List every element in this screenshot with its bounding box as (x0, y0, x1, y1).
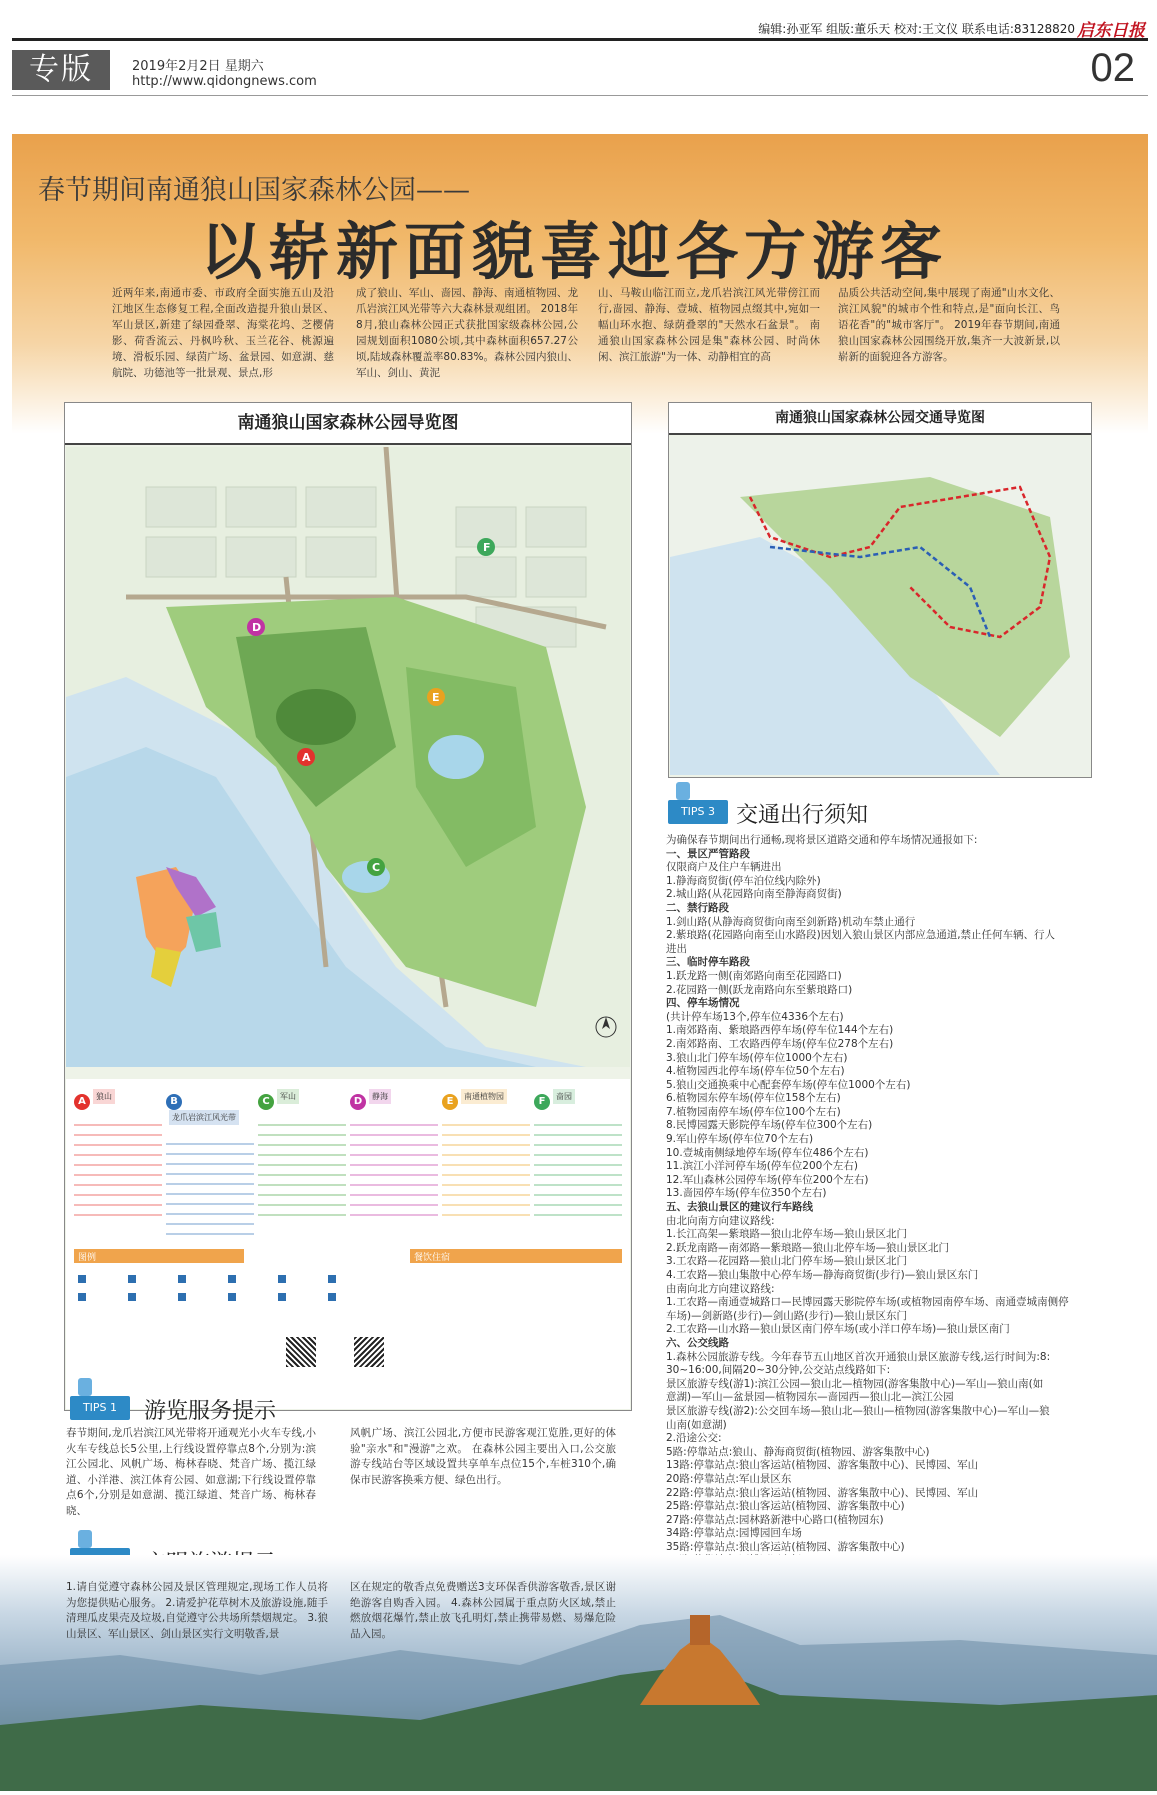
traffic-map-svg (670, 437, 1090, 775)
zone-legend-item (350, 1089, 438, 1216)
tips3-line: 1.工农路—南通壹城路口—民博园露天影院停车场(或植物园南停车场、南通壹城南侧停 (666, 1296, 1069, 1309)
tips3-line: 10.壹城南侧绿地停车场(停车位486个左右) (666, 1146, 869, 1159)
tips3-heading: 五、去狼山景区的建议行车路线 (666, 1201, 813, 1214)
issue-date: 2019年2月2日 星期六 (132, 59, 264, 74)
tips2-column-2: 区在规定的敬香点免费赠送3支环保香供游客敬香,景区谢绝游客自购香入园。 4.森林公园属于重点防火区域,禁止燃放烟花爆竹,禁止放飞孔明灯,禁止携带易燃、易爆危险品入园。 (350, 1581, 616, 1640)
tips1-title: 游览服务提示 (144, 1399, 277, 1424)
dining-title: 餐饮住宿 (414, 1253, 451, 1263)
tips3-line: 13.啬园停车场(停车位350个左右) (666, 1187, 827, 1200)
intro-column-3: 山、马鞍山临江而立,龙爪岩滨江风光带傍江而行,啬园、静海、壹城、植物园点缀其中,宛如一幅山环水抱、绿荫叠翠的"天然水石盆景"。 南通狼山国家森林公园是集"森林公园、时尚休闲、滨江旅游"为一体、动静相宜的高 (598, 287, 820, 363)
tips3-line: 2.南郊路南、工农路西停车场(停车位278个左右) (666, 1037, 894, 1050)
tips3-line: 1.剑山路(从静海商贸街向南至剑新路)机动车禁止通行 (666, 915, 916, 928)
tips3-line: 景区旅游专线(游2):公交回车场—狼山北—狼山—植物园(游客集散中心)—军山—狼 (666, 1404, 1050, 1417)
tips3-line: 3.工农路—花园路—狼山北门停车场—狼山景区北门 (666, 1255, 908, 1268)
tips3-line: 为确保春节期间出行通畅,现将景区道路交通和停车场情况通报如下: (666, 834, 978, 846)
zone-legend-item (534, 1089, 622, 1216)
article-headline: 以崭新面貌喜迎各方游客 (200, 215, 949, 288)
header-divider (12, 95, 1148, 96)
tips3-line: 22路:停靠站点:狼山客运站(植物园、游客集散中心)、民博园、军山 (666, 1486, 979, 1499)
tips3-line: 30~16:00,间隔20~30分钟,公交站点线路如下: (666, 1364, 891, 1377)
tips3-line: 2.花园路一侧(跃龙南路向东至紫琅路口) (666, 983, 853, 996)
zone-letter-badge: B (166, 1094, 182, 1110)
main-map-title: 南通狼山国家森林公园导览图 (65, 403, 631, 445)
pushpin-icon (676, 782, 690, 800)
tips3-heading: 一、景区严管路段 (666, 847, 750, 860)
tips3-line: 进出 (666, 942, 687, 955)
tips3-line: 27路:停靠站点:园林路新港中心路口(植物园东) (666, 1513, 884, 1526)
tips3-line: 7.植物园南停车场(停车位100个左右) (666, 1105, 841, 1118)
newspaper-logo: 启东日报 (1077, 21, 1145, 41)
tips2-column-1: 1.请自觉遵守森林公园及景区管理规定,现场工作人员将为您提供贴心服务。 2.请爱护花草树木及旅游设施,随手清理瓜皮果壳及垃圾,自觉遵守公共场所禁烟规定。 3.狼山景区、军山景区、剑山景区实行文明敬香,景 (66, 1581, 328, 1640)
section-badge: 专版 (12, 50, 110, 90)
svg-text:D: D (252, 621, 262, 634)
tips3-line: 1.森林公园旅游专线。今年春节五山地区首次开通狼山景区旅游专线,运行时间为:8: (666, 1350, 1051, 1363)
pushpin-icon (78, 1530, 92, 1548)
park-map-illustration (66, 447, 630, 1067)
tips3-badge: TIPS 3 (668, 800, 728, 824)
tips3-heading: 四、停车场情况 (666, 997, 740, 1010)
editor-credits: 编辑:孙亚军 组版:董乐天 校对:王文仪 联系电话:83128820 (758, 22, 1075, 36)
tips3-body (666, 834, 1098, 1622)
map-legend-panel (66, 1079, 630, 1409)
zone-name: 啬园 (553, 1089, 575, 1104)
zone-spots-placeholder (350, 1116, 438, 1216)
tips3-line: 车场)—剑新路(步行)—剑山路(步行)—狼山景区东门 (666, 1309, 907, 1322)
zone-spots-placeholder (534, 1116, 622, 1216)
tips3-line: 20路:停靠站点:军山景区东 (666, 1472, 792, 1485)
tips3-line: 仅限商户及住户车辆进出 (666, 861, 782, 874)
traffic-map-title: 南通狼山国家森林公园交通导览图 (669, 403, 1091, 435)
zone-name: 狼山 (93, 1089, 115, 1104)
tips3-line: 1.静海商贸街(停车泊位线内除外) (666, 874, 821, 887)
tips3-line: 1.长江高架—紫琅路—狼山北停车场—狼山景区北门 (666, 1228, 908, 1241)
tips3-line: 1.南郊路南、紫琅路西停车场(停车位144个左右) (666, 1024, 894, 1037)
main-guide-map (64, 402, 632, 1411)
tips3-line: 3.狼山北门停车场(停车位1000个左右) (666, 1051, 848, 1064)
tips3-line: 山南(如意湖) (666, 1418, 727, 1431)
svg-text:A: A (302, 751, 311, 764)
tips3-line: 9.军山停车场(停车位70个左右) (666, 1133, 814, 1146)
zone-letter-badge: C (258, 1094, 274, 1110)
zone-spots-placeholder (74, 1116, 162, 1216)
intro-column-1: 近两年来,南通市委、市政府全面实施五山及沿江地区生态修复工程,全面改造提升狼山景区、军山景区,新建了绿园叠翠、海棠花坞、芝樱倩影、荷香流云、丹枫吟秋、玉兰花谷、桃源遍境、滑板乐园、绿茵广场、盆景园、如意湖、慈航院、功德池等一批景观、景点,形 (112, 287, 334, 379)
tips3-line: 34路:停靠站点:园博园回车场 (666, 1527, 802, 1540)
tips3-heading: 三、临时停车路段 (666, 956, 750, 969)
qr-code-2[interactable] (354, 1337, 384, 1367)
zone-spots-placeholder (442, 1116, 530, 1216)
tips1-column-2: 风帆广场、滨江公园北,方便市民游客观江览胜,更好的体验"亲水"和"漫游"之欢。 在森林公园主要出入口,公交旅游专线站台等区域设置共享单车点位15个,车桩310个,确保市民游客换乘方便、绿色出行。 (350, 1427, 616, 1486)
tips1-badge: TIPS 1 (70, 1396, 130, 1420)
tips3-line: 由南向北方向建议路线: (666, 1282, 775, 1295)
zone-spots-placeholder (258, 1116, 346, 1216)
zone-letter-badge: A (74, 1094, 90, 1110)
tips3-line: (共计停车场13个,停车位4336个左右) (666, 1010, 844, 1023)
website-url[interactable]: http://www.qidongnews.com (132, 74, 317, 89)
tips1-column-1: 春节期间,龙爪岩滨江风光带将开通观光小火车专线,小火车专线总长5公里,上行线设置停靠点8个,分别为:滨江公园北、风帆广场、梅林春晓、梵音广场、揽江绿道、小洋港、滨江体育公园、如意湖;下行线设置停靠点6个,分别是如意湖、揽江绿道、梵音广场、梅林春晓、 (66, 1427, 316, 1517)
page-number: 02 (1090, 46, 1135, 90)
tips3-line: 2.工农路—山水路—狼山景区南门停车场(或小洋口停车场)—狼山景区南门 (666, 1323, 1010, 1336)
intro-column-4: 品质公共活动空间,集中展现了南通"山水文化、滨江风貌"的城市个性和特点,是"面向长江、鸟语花香"的"城市客厅"。 2019年春节期间,南通狼山国家森林公园围绕开放,集齐一大波新景,以崭新的面貌迎各方游客。 (838, 287, 1060, 363)
tips3-line: 5路:停靠站点:狼山、静海商贸街(植物园、游客集散中心) (666, 1445, 930, 1458)
legend-icons (74, 1269, 394, 1309)
traffic-guide-map (668, 402, 1092, 778)
zone-legend-item (74, 1089, 162, 1216)
tips3-heading: 六、公交线路 (666, 1336, 729, 1349)
svg-text:E: E (432, 691, 440, 704)
zone-letter-badge: E (442, 1094, 458, 1110)
tips3-line: 25路:停靠站点:狼山客运站(植物园、游客集散中心) (666, 1500, 905, 1513)
tips3-line: 4.工农路—狼山集散中心停车场—静海商贸街(步行)—狼山景区东门 (666, 1269, 979, 1281)
pushpin-icon (78, 1378, 92, 1396)
intro-column-2: 成了狼山、军山、啬园、静海、南通植物园、龙爪岩滨江风光带等六大森林景观组团。 2018年8月,狼山森林公园正式获批国家级森林公园,公园规划面积1080公顷,其中森林面积657.27公顷,陆域森林覆盖率80.83%。森林公园内狼山、军山、剑山、黄泥 (356, 287, 578, 379)
tips3-heading: 二、禁行路段 (666, 901, 729, 914)
tips3-line: 2.城山路(从花园路向南至静海商贸街) (666, 888, 842, 901)
zone-name: 静海 (369, 1089, 391, 1104)
legend-icons-svg (74, 1269, 394, 1309)
svg-text:C: C (372, 861, 381, 874)
tips3-line: 5.狼山交通换乘中心配套停车场(停车位1000个左右) (666, 1078, 911, 1091)
park-map-svg (66, 447, 630, 1067)
zone-spots-placeholder (166, 1135, 254, 1235)
qr-code-1[interactable] (286, 1337, 316, 1367)
zone-name: 军山 (277, 1089, 299, 1104)
legend-title: 图例 (78, 1253, 97, 1263)
tips3-line: 13路:停靠站点:狼山客运站(植物园、游客集散中心)、民博园、军山 (666, 1459, 979, 1472)
tips3-line: 8.民博园露天影院停车场(停车位300个左右) (666, 1119, 873, 1132)
article-subtitle: 春节期间南通狼山国家森林公园—— (38, 175, 470, 206)
zone-legend (74, 1089, 622, 1239)
tips3-line: 6.植物园东停车场(停车位158个左右) (666, 1092, 841, 1105)
zone-legend-item (258, 1089, 346, 1216)
zone-letter-badge: F (534, 1094, 550, 1110)
legend-header-bar (74, 1249, 244, 1263)
zone-name: 龙爪岩滨江风光带 (169, 1110, 239, 1125)
tips3-line: 11.滨江小洋河停车场(停车位200个左右) (666, 1160, 858, 1173)
svg-text:F: F (483, 541, 491, 554)
tips3-line: 景区旅游专线(游1):滨江公园—狼山北—植物园(游客集散中心)—军山—狼山南(如 (666, 1377, 1044, 1390)
zone-legend-item (442, 1089, 530, 1216)
tips3-line: 4.植物园西北停车场(停车位50个左右) (666, 1065, 845, 1078)
tips3-line: 2.紫琅路(花园路向南至山水路段)因划入狼山景区内部应急通道,禁止任何车辆、行人 (666, 929, 1056, 942)
tips3-line: 12.军山森林公园停车场(停车位200个左右) (666, 1173, 869, 1186)
tips3-line: 35路:停靠站点:狼山客运站(植物园、游客集散中心) (666, 1540, 905, 1553)
tips3-line: 2.沿途公交: (666, 1432, 722, 1445)
tips3-line: 2.跃龙南路—南郊路—紫琅路—狼山北停车场—狼山景区北门 (666, 1241, 950, 1254)
zone-letter-badge: D (350, 1094, 366, 1110)
zone-name: 南通植物园 (461, 1089, 507, 1104)
zone-legend-item (166, 1089, 254, 1235)
tips3-title: 交通出行须知 (736, 803, 869, 828)
tips3-line: 由北向南方向建议路线: (666, 1214, 775, 1227)
tips3-line: 1.跃龙路一侧(南郊路向南至花园路口) (666, 969, 842, 982)
tips3-line: 意湖)—军山—盆景园—植物园东—啬园西—狼山北—滨江公园 (666, 1391, 954, 1404)
